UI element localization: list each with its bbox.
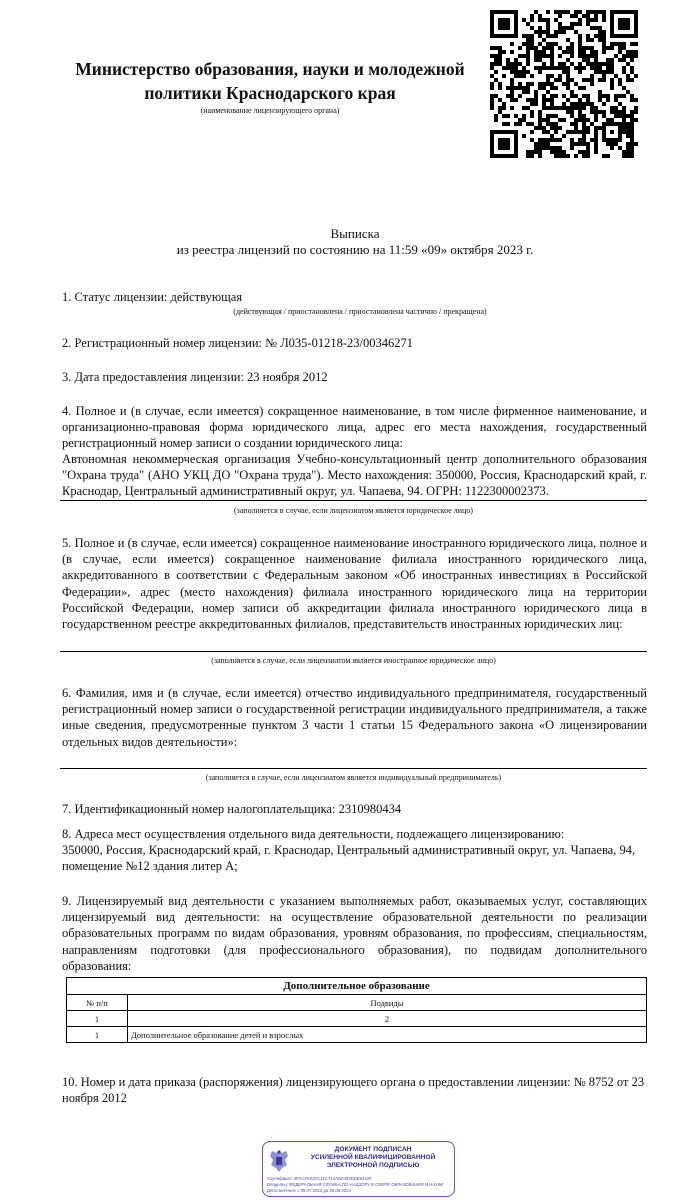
license-status: 1. Статус лицензии: действующая: [62, 290, 243, 304]
legal-entity-caption: (заполняется в случае, если лицензиатом является юридическое лицо): [234, 506, 473, 515]
order-info: 10. Номер и дата приказа (распоряжения) лицензирующего органа о предоставлении лицензии: № 8752 от 23 ноября 2012: [62, 1075, 645, 1106]
authority-caption: (наименование лицензирующего органа): [200, 106, 340, 115]
individual-caption: (заполняется в случае, если лицензиатом является индивидуальный предприниматель): [205, 773, 502, 782]
foreign-entity-underline: [60, 651, 647, 652]
legal-entity-underline: [60, 500, 647, 501]
foreign-entity-label: 5. Полное и (в случае, если имеется) сокращенное наименование иностранного юридического лица, полное и (в случае, если имеется) сокращенное наименование филиала иностранного юридического лица, аккредитованного в соответствии с Федеральным законом «Об иностранных инвестициях в Российской Федерации», адрес (место нахождения) филиала иностранного юридического лица на территории Российской Федерации, номер записи об аккредитации филиала иностранного юридического лица в государственном реестре аккредитованных филиалов, представительств иностранных юридических лиц:: [62, 536, 647, 632]
column-header-subtypes: Подвиды: [128, 995, 647, 1011]
education-subtypes-table: [66, 977, 647, 1043]
stamp-heading-line1: ДОКУМЕНТ ПОДПИСАН: [334, 1146, 412, 1153]
stamp-validity: Действителен: с 06.07.2023 до 28.09.2024: [267, 1188, 351, 1193]
addresses-label: 8. Адреса мест осуществления отдельного вида деятельности, подлежащего лицензированию:: [62, 827, 565, 841]
authority-name-line2: политики Краснодарского края: [144, 83, 396, 103]
stamp-heading: [293, 1146, 453, 1170]
table-header-row: [67, 995, 647, 1011]
individual-label: 6. Фамилия, имя и (в случае, если имеется) отчество индивидуального предпринимателя, государственный регистрационный номер записи о государственной регистрации индивидуального предпринимателя, а также иные сведения, предусмотренные пунктом 3 части 1 статьи 15 Федерального закона «О лицензировании отдельных видов деятельности»:: [62, 686, 647, 749]
column-number-1: 1: [67, 1011, 128, 1027]
authority-name-line1: Министерство образования, науки и молодежной: [75, 59, 465, 79]
document-title-block: [100, 226, 610, 258]
foreign-entity-caption: (заполняется в случае, если лицензиатом является иностранное юридическое лицо): [211, 656, 496, 665]
table-title: Дополнительное образование: [67, 978, 647, 995]
stamp-certificate: Сертификат: 4FACF931DC11C714AD0382DDE5410F: [267, 1176, 372, 1181]
activity-label: 9. Лицензируемый вид деятельности с указанием выполняемых работ, оказываемых услуг, составляющих лицензируемый вид деятельности: на осуществление образовательной деятельности по реализации образовательных программ по видам образования, уровням образования, по профессиям, специальностям, направлениям подготовки (для профессионального образования), по подвидам дополнительного образования:: [62, 894, 647, 973]
coat-of-arms-icon: [268, 1148, 290, 1174]
individual-underline: [60, 768, 647, 769]
date-granted: 3. Дата предоставления лицензии: 23 ноября 2012: [62, 370, 328, 384]
registration-number: 2. Регистрационный номер лицензии: № Л035-01218-23/00346271: [62, 336, 413, 350]
licensing-authority-name: [50, 57, 490, 105]
electronic-signature-stamp: [262, 1141, 455, 1197]
row-subtype: Дополнительное образование детей и взрослых: [128, 1027, 647, 1043]
row-number: 1: [67, 1027, 128, 1043]
stamp-heading-line2: УСИЛЕННОЙ КВАЛИФИЦИРОВАННОЙ: [310, 1154, 436, 1161]
inn: 7. Идентификационный номер налогоплательщика: 2310980434: [62, 802, 402, 816]
legal-entity-value: Автономная некоммерческая организация Учебно-консультационный центр дополнительного образования "Охрана труда" (АНО УКЦ ДО "Охрана труда"). Место нахождения: 350000, Россия, Краснодарский край, г. Краснодар, Центральный административный округ, ул. Чапаева, 94. ОГРН: 1122300002373.: [62, 452, 647, 499]
column-number-2: 2: [128, 1011, 647, 1027]
status-caption: (действующая / приостановлена / приостановлена частично / прекращена): [233, 307, 487, 316]
document-title: Выписка: [330, 226, 380, 241]
qr-code-icon: [490, 10, 638, 158]
table-title-row: [67, 978, 647, 995]
stamp-heading-line3: ЭЛЕКТРОННОЙ ПОДПИСЬЮ: [326, 1162, 420, 1169]
column-header-number: № п/п: [67, 995, 128, 1011]
table-column-numbers-row: [67, 1011, 647, 1027]
addresses-value: 350000, Россия, Краснодарский край, г. Краснодар, Центральный административный округ, ул. Чапаева, 94, помещение №12 здания литер А;: [62, 843, 636, 874]
table-row: [67, 1027, 647, 1043]
document-subtitle: из реестра лицензий по состоянию на 11:59 «09» октября 2023 г.: [176, 242, 534, 257]
stamp-owner: Владелец: ФЕДЕРАЛЬНАЯ СЛУЖБА ПО НАДЗОРУ В СФЕРЕ ОБРАЗОВАНИЯ И НАУКИ: [267, 1182, 444, 1187]
legal-entity-label: 4. Полное и (в случае, если имеется) сокращенное наименование, в том числе фирменное наименование, и организационно-правовая форма юридического лица, адрес его места нахождения, государственный регистрационный номер записи о создании юридического лица:: [62, 404, 647, 451]
